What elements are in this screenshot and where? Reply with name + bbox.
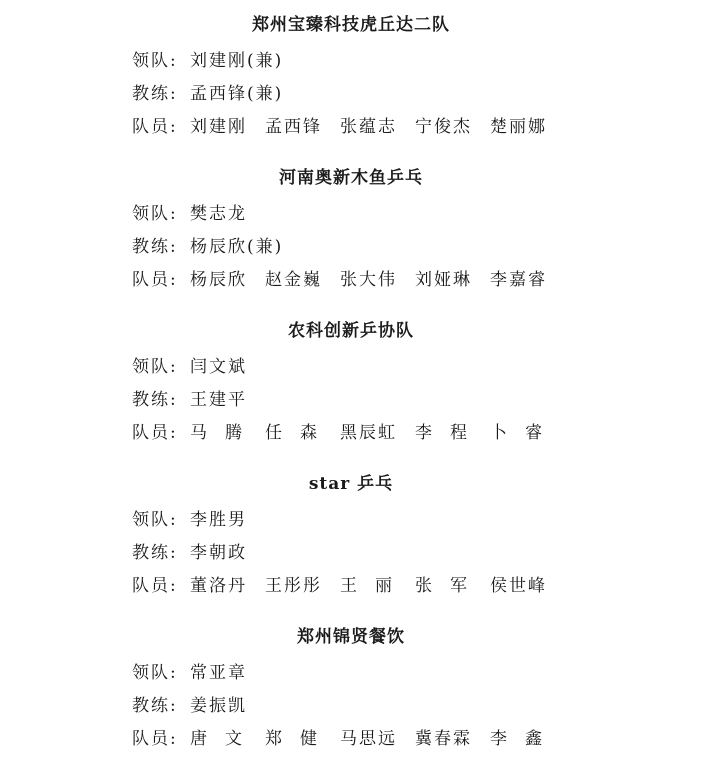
member-name: 杨辰欣 [190, 270, 247, 290]
member-name: 任 森 [265, 423, 317, 443]
member-name: 郑 健 [265, 729, 317, 749]
members-list [190, 265, 610, 295]
team-title: star 乒乓 [308, 474, 394, 494]
member-name: 张大伟 [340, 270, 397, 290]
leader-row [132, 658, 247, 688]
members-row [132, 418, 610, 448]
members-row [132, 571, 610, 601]
coach-row [132, 385, 247, 415]
members-row [132, 265, 610, 295]
leader-label: 领队: [132, 357, 178, 377]
members-label: 队员: [132, 270, 178, 290]
leader-row [132, 199, 247, 229]
coach-label: 教练: [132, 390, 178, 410]
member-name: 张蕴志 [340, 117, 397, 137]
member-name: 唐 文 [190, 729, 242, 749]
member-name: 李 程 [415, 423, 467, 443]
members-label: 队员: [132, 576, 178, 596]
leader-row [132, 46, 283, 76]
leader-label: 领队: [132, 204, 178, 224]
team-title: 河南奥新木鱼乒乓 [279, 168, 423, 188]
coach-row [132, 538, 247, 568]
member-name: 王彤彤 [265, 576, 322, 596]
member-name: 李 鑫 [490, 729, 542, 749]
member-name: 孟西锋 [265, 117, 322, 137]
team-title: 农科创新乒协队 [288, 321, 414, 341]
member-name: 刘娅琳 [415, 270, 472, 290]
member-name: 卜 睿 [490, 423, 542, 443]
member-name: 刘建刚 [190, 117, 247, 137]
leader-row [132, 505, 247, 535]
member-name: 赵金巍 [265, 270, 322, 290]
leader-value: 闫文斌 [190, 357, 247, 377]
coach-row [132, 691, 247, 721]
coach-label: 教练: [132, 84, 178, 104]
member-name: 王 丽 [340, 576, 392, 596]
members-row [132, 112, 610, 142]
coach-value: 李朝政 [190, 543, 247, 563]
members-list [190, 418, 610, 448]
leader-value: 李胜男 [190, 510, 247, 530]
member-name: 董洛丹 [190, 576, 247, 596]
member-name: 黑辰虹 [340, 423, 397, 443]
member-name: 张 军 [415, 576, 467, 596]
leader-value: 常亚章 [190, 663, 247, 683]
leader-value: 樊志龙 [190, 204, 247, 224]
members-row [132, 724, 610, 754]
team-title: 郑州宝臻科技虎丘达二队 [252, 15, 450, 35]
coach-row [132, 79, 283, 109]
coach-value: 孟西锋(兼) [190, 84, 284, 104]
coach-label: 教练: [132, 543, 178, 563]
member-name: 冀春霖 [415, 729, 472, 749]
member-name: 李嘉睿 [490, 270, 547, 290]
member-name: 马思远 [340, 729, 397, 749]
team-title: 郑州锦贤餐饮 [297, 627, 405, 647]
members-label: 队员: [132, 423, 178, 443]
coach-label: 教练: [132, 237, 178, 257]
members-list [190, 112, 610, 142]
members-list [190, 571, 610, 601]
members-label: 队员: [132, 117, 178, 137]
member-name: 宁俊杰 [415, 117, 472, 137]
coach-value: 王建平 [190, 390, 247, 410]
coach-row [132, 232, 283, 262]
member-name: 侯世峰 [490, 576, 547, 596]
coach-label: 教练: [132, 696, 178, 716]
member-name: 马 腾 [190, 423, 242, 443]
leader-label: 领队: [132, 510, 178, 530]
leader-label: 领队: [132, 663, 178, 683]
leader-value: 刘建刚(兼) [190, 51, 284, 71]
coach-value: 杨辰欣(兼) [190, 237, 284, 257]
coach-value: 姜振凯 [190, 696, 247, 716]
leader-label: 领队: [132, 51, 178, 71]
leader-row [132, 352, 247, 382]
members-label: 队员: [132, 729, 178, 749]
members-list [190, 724, 610, 754]
member-name: 楚丽娜 [490, 117, 547, 137]
